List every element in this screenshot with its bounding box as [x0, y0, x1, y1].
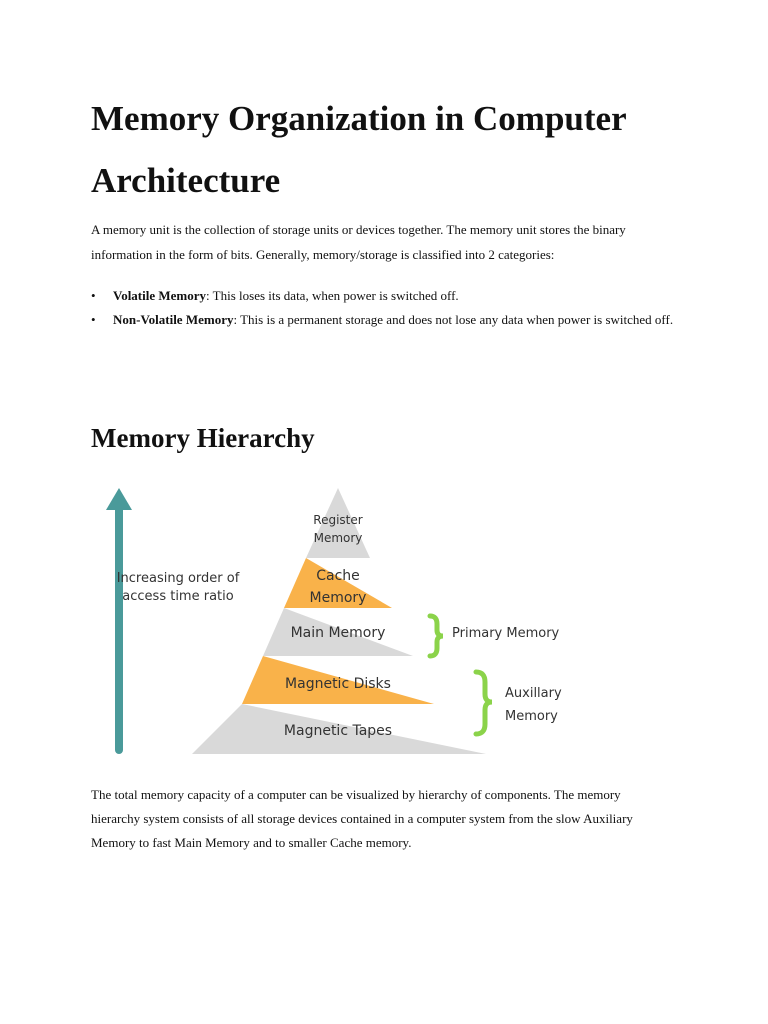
arrow-label-line1: Increasing order of	[116, 571, 240, 586]
level-label: Magnetic Tapes	[283, 723, 393, 739]
outro-paragraph: The total memory capacity of a computer can be visualized by hierarchy of components. The memory hierarchy system consists of all storage devices contained in a computer system from the slow Auxiliary Memory to fast Main Memory and to smaller Cache memory.	[91, 787, 633, 850]
aux-memory-label: Auxillary	[505, 686, 562, 701]
primary-memory-label: Primary Memory	[452, 626, 560, 641]
arrow-head	[106, 488, 132, 510]
arrow-label-line2: access time ratio	[122, 589, 234, 604]
level-label: Memory	[309, 590, 367, 606]
memory-hierarchy-diagram	[100, 478, 580, 768]
bullet-icon: •	[91, 288, 96, 303]
brace-icon	[476, 672, 492, 734]
bullet-term: Volatile Memory	[113, 288, 207, 303]
bullet-term: Non-Volatile Memory	[113, 312, 234, 327]
bullet-icon: •	[91, 312, 96, 327]
up-arrow-icon	[106, 488, 132, 754]
level-label: Cache	[316, 568, 360, 584]
list-item	[91, 284, 681, 308]
level-label: Main Memory	[290, 625, 386, 641]
bullet-text: : This loses its data, when power is switched off.	[206, 288, 459, 303]
bullet-text: : This is a permanent storage and does not lose any data when power is switched off.	[233, 312, 674, 327]
section-heading: Memory Hierarchy	[91, 423, 315, 453]
arrow-shaft	[115, 502, 123, 754]
list-item	[91, 308, 681, 332]
memory-categories-list	[91, 284, 681, 332]
level-label: Register	[313, 513, 363, 527]
intro-paragraph: A memory unit is the collection of storage units or devices together. The memory unit stores the binary information in the form of bits. Generally, memory/storage is classified into 2 categories:	[91, 222, 626, 262]
aux-memory-label: Memory	[505, 709, 558, 724]
brace-icon	[430, 616, 443, 656]
level-label: Magnetic Disks	[285, 676, 391, 692]
page-title: Memory Organization in Computer Architecture	[91, 99, 626, 200]
level-label: Memory	[313, 531, 363, 545]
